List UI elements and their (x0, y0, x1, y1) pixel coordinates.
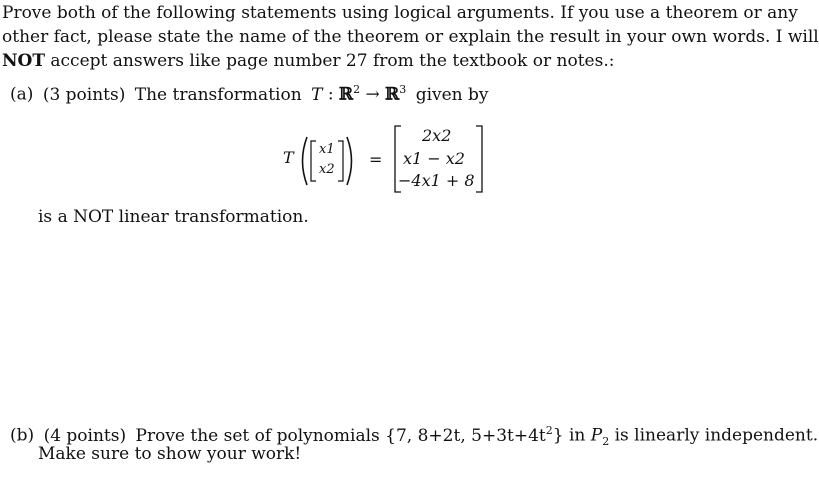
map-colon: : (327, 84, 334, 105)
output-right-bracket (475, 126, 483, 192)
equation-equals: = (369, 150, 383, 169)
part-a-text-before: The transformation (134, 84, 302, 105)
part-b-text-end: } in (552, 425, 586, 446)
intro-line-1: Prove both of the following statements using logical arguments. If you use a theorem or any (2, 3, 798, 23)
intro-line-2: other fact, please state the name of the theorem or explain the result in your own words. I will (2, 27, 819, 47)
map-codomain-exp: 3 (399, 83, 407, 96)
left-paren (297, 136, 309, 186)
map-arrow: → (365, 84, 380, 105)
equation-func-T: T (283, 148, 294, 167)
right-paren (345, 136, 357, 186)
transformation-equation (283, 120, 503, 200)
input-left-bracket (311, 141, 317, 181)
output-row-2: x1 − x2 (403, 149, 465, 168)
map-domain-exp: 2 (353, 83, 361, 96)
output-2x2: 2x2 (422, 126, 452, 145)
part-b-statement-line-2: Make sure to show your work! (38, 444, 302, 464)
input-right-bracket (338, 141, 344, 181)
output-row-1 (422, 126, 451, 145)
map-codomain: ℝ (385, 84, 400, 105)
part-b-points: (4 points) (43, 425, 127, 446)
input-x1: x1 (319, 142, 335, 157)
polynomial-space: P (590, 425, 603, 446)
input-x2: x2 (319, 162, 335, 177)
map-domain: ℝ (338, 84, 354, 105)
map-T: T (311, 84, 323, 105)
part-b-text-tail: is linearly independent. (614, 425, 819, 446)
part-a-conclusion: is a NOT linear transformation. (38, 207, 309, 227)
part-a-points: (3 points) (42, 84, 126, 105)
polynomial-space-sub: 2 (602, 435, 610, 449)
intro-line-3 (2, 51, 614, 71)
part-b-label: (b) (10, 425, 35, 446)
intro-not-emphasis: NOT (2, 51, 45, 71)
part-a-text-after: given by (415, 84, 489, 105)
part-b-text: Prove the set of polynomials {7, 8+2t, 5+3t+4t (135, 425, 546, 446)
part-a-statement (10, 80, 489, 105)
part-a-label: (a) (10, 84, 34, 105)
output-row-3: −4x1 + 8 (398, 171, 475, 190)
intro-line-3-rest: accept answers like page number 27 from the textbook or notes.: (45, 51, 615, 71)
part-b-sup: 2 (545, 424, 553, 437)
